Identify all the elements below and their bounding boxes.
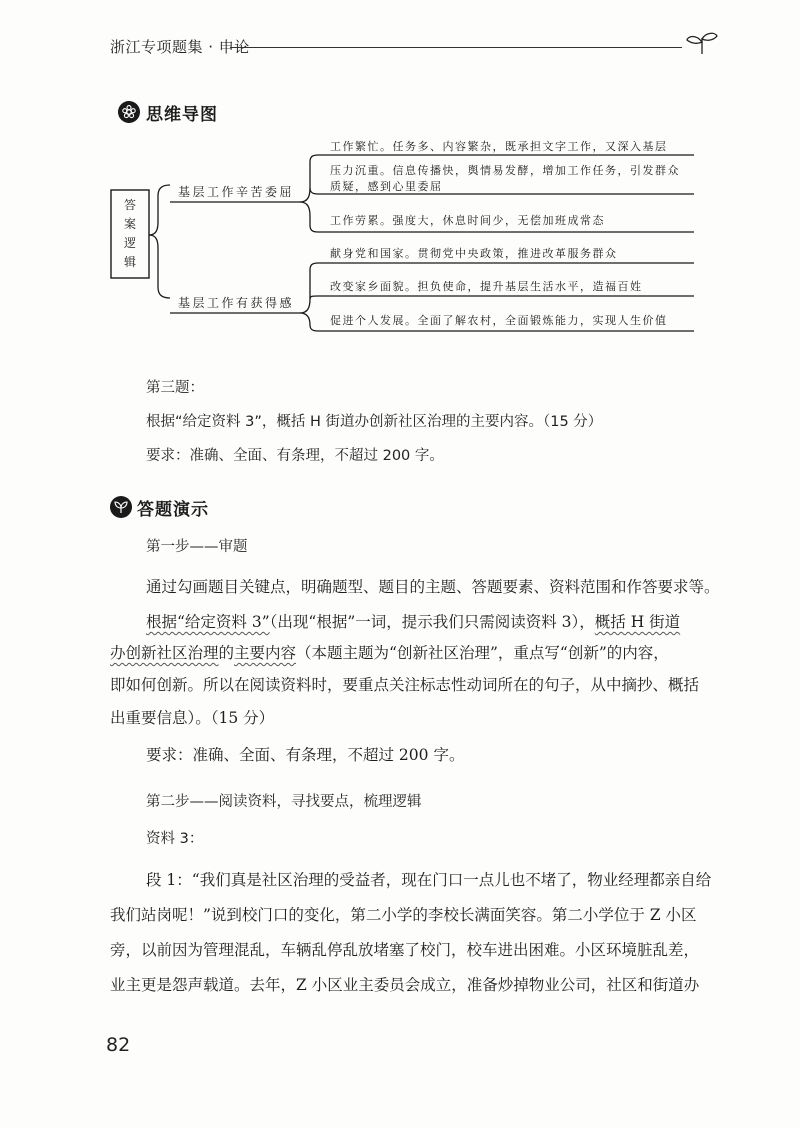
root-connector-lower	[149, 235, 170, 298]
mindmap-root-label: 答案逻辑	[123, 198, 136, 269]
step-1-requirement: 要求：准确、全面、有条理，不超过 200 字。	[146, 746, 465, 764]
section-title-mindmap: 思维导图	[146, 105, 218, 125]
annotation-text: （出现“根据”一词，提示我们只需阅读资料 3），	[269, 613, 595, 631]
underlined-keyword: 根据“给定资料 3”	[146, 613, 270, 631]
material-label: 资料 3：	[146, 831, 204, 847]
material-line: 段 1：“我们真是社区治理的受益者，现在门口一点儿也不堵了，物业经理都亲自给	[146, 871, 712, 889]
page-number: 82	[106, 1034, 131, 1056]
question-text: 根据“给定资料 3”，概括 H 街道办创新社区治理的主要内容。（15 分）	[146, 414, 603, 430]
root-connector-upper	[149, 185, 170, 235]
mindmap-leaf: 工作繁忙。任务多、内容繁杂，既承担文字工作，又深入基层	[330, 140, 668, 153]
step-2-title: 第二步——阅读资料，寻找要点，梳理逻辑	[146, 794, 422, 810]
branch-1-connector-mid	[310, 188, 318, 194]
step-1-title: 第一步——审题	[146, 539, 248, 555]
question-label: 第三题：	[146, 380, 204, 396]
branch-2-connector-upper	[300, 263, 318, 313]
underlined-keyword: 概括 H 街道	[594, 613, 681, 631]
mindmap-leaf: 工作劳累。强度大，休息时间少，无偿加班成常态	[330, 214, 605, 227]
annotation-text: （本题主题为“创新社区治理”，重点写“创新”的内容，	[296, 644, 669, 662]
mindmap-leaf: 促进个人发展。全面了解农村，全面锻炼能力，实现人生价值	[330, 314, 668, 327]
section-title-answer-demo: 答题演示	[137, 500, 209, 520]
mindmap-branch-2-label: 基层工作有获得感	[178, 296, 295, 310]
branch-1-connector-lower	[300, 202, 318, 232]
step-1-line: 出重要信息）。（15 分）	[110, 709, 275, 727]
branch-2-connector-lower	[300, 313, 318, 331]
mindmap-leaf: 压力沉重。信息传播快，舆情易发酵，增加工作任务，引发群众	[330, 164, 680, 177]
mindmap-leaf: 质疑，感到心里委屈	[330, 180, 443, 193]
step-1-line	[146, 610, 680, 632]
running-header-title: 浙江专项题集 · 申论	[110, 38, 250, 56]
material-line: 我们站岗呢！”说到校门口的变化，第二小学的李校长满面笑容。第二小学位于 Z 小区	[110, 906, 697, 924]
material-line: 业主更是怨声载道。去年，Z 小区业主委员会成立，准备炒掉物业公司，社区和街道办	[110, 976, 700, 994]
step-1-paragraph: 通过勾画题目关键点，明确题型、题目的主题、答题要素、资料范围和作答要求等。	[146, 578, 720, 596]
plain-text: 的	[218, 644, 235, 662]
underlined-keyword: 办创新社区治理	[110, 644, 219, 662]
branch-1-connector-upper	[300, 155, 318, 202]
mindmap-leaf: 献身党和国家。贯彻党中央政策，推进改革服务群众	[330, 247, 618, 260]
step-1-line: 即如何创新。所以在阅读资料时，要重点关注标志性动词所在的句子，从中摘抄、概括	[110, 676, 700, 694]
underlined-keyword: 主要内容	[234, 644, 297, 662]
mindmap-branch-1-label: 基层工作辛苦委屈	[178, 185, 295, 199]
leaf-icon	[110, 496, 132, 518]
step-1-line	[110, 641, 669, 663]
material-line: 旁，以前因为管理混乱，车辆乱停乱放堵塞了校门，校车进出困难。小区环境脏乱差，	[110, 941, 700, 959]
question-requirement: 要求：准确、全面、有条理，不超过 200 字。	[146, 448, 444, 464]
mindmap-leaf: 改变家乡面貌。担负使命，提升基层生活水平，造福百姓	[330, 280, 643, 293]
branch-2-connector-mid	[310, 296, 318, 299]
